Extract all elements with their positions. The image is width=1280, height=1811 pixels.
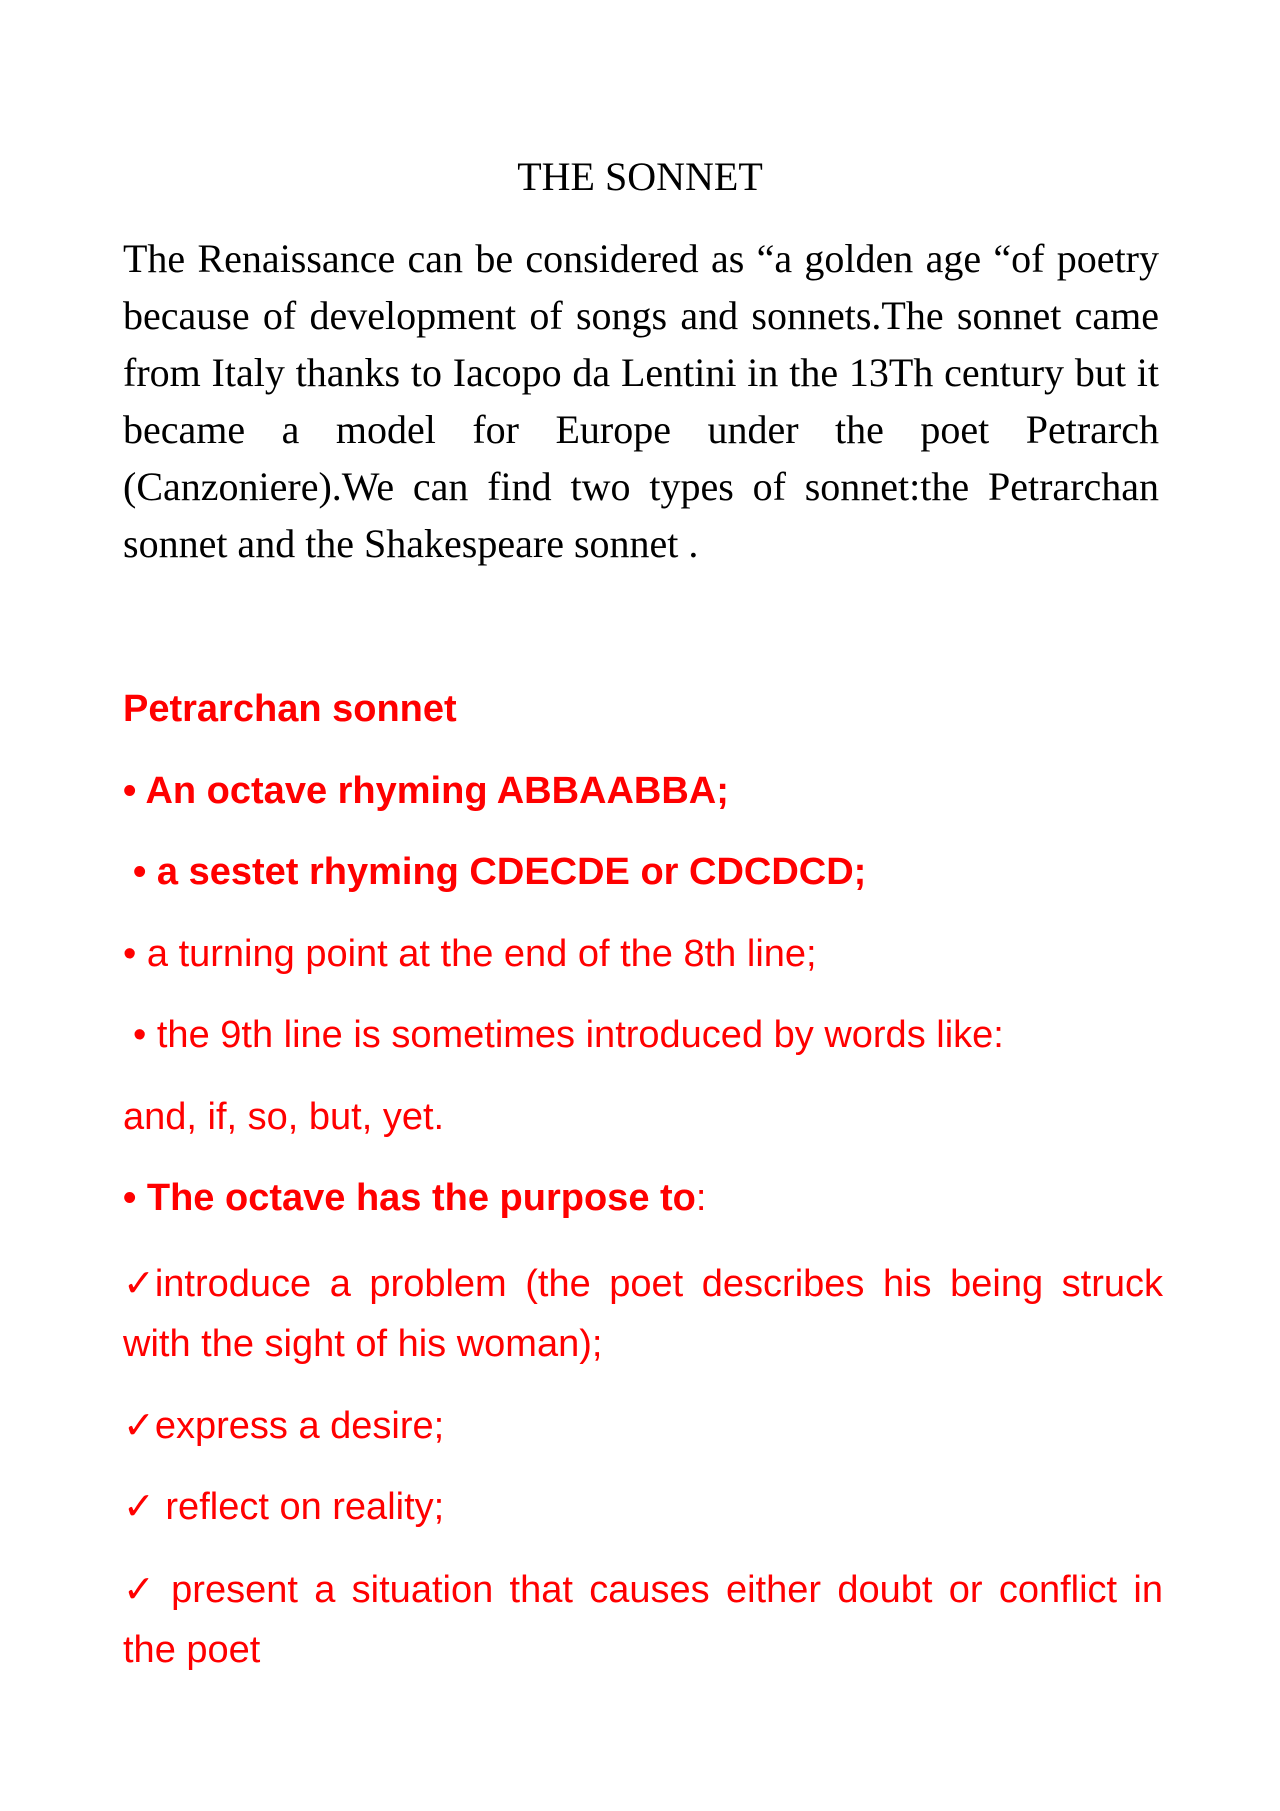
checkmark-icon: ✓ (123, 1569, 155, 1611)
checkmark-icon: ✓ (123, 1405, 155, 1447)
intro-paragraph: The Renaissance can be considered as “a golden age “of poetry because of development of songs and sonnets.The sonnet came from Italy thanks to Iacopo da Lentini in the 13Th century but it became a model for Europe under the poet Petrarch (Canzoniere).We can find two types of sonnet:the Petrarchan sonnet and the Shakespeare sonnet . (123, 236, 1159, 566)
bullet-icon: • (133, 1014, 147, 1056)
bullet-icon: • (123, 770, 137, 812)
list-item-ninth-line (133, 1012, 1173, 1058)
purpose-item-problem (123, 1254, 1163, 1374)
list-item-turning-point (123, 931, 1163, 977)
purpose-text: present a situation that causes either doubt or conflict in the poet (123, 1569, 1164, 1671)
bullet-icon: • (123, 1177, 137, 1219)
purpose-item-situation (123, 1560, 1163, 1680)
ninth-line-words: and, if, so, but, yet. (123, 1096, 445, 1138)
purpose-text: express a desire; (154, 1405, 445, 1447)
purpose-text: introduce a problem (the poet describes his being struck with the sight of his woman); (123, 1263, 1163, 1365)
checkmark-icon: ✓ (123, 1263, 155, 1305)
purpose-item-desire (123, 1403, 1163, 1449)
turning-point-text: a turning point at the end of the 8th line; (146, 933, 817, 975)
list-item-octave-rhyme (123, 768, 1163, 814)
bullet-icon: • (123, 933, 137, 975)
list-item-sestet-rhyme (133, 849, 1173, 895)
bullet-icon: • (133, 851, 147, 893)
purpose-item-reflect (123, 1484, 1163, 1530)
octave-purpose-colon: : (695, 1177, 707, 1219)
purpose-text: reflect on reality; (165, 1486, 445, 1528)
document-title: THE SONNET (517, 154, 763, 199)
list-item-octave-purpose (123, 1175, 1163, 1221)
ninth-line-text: the 9th line is sometimes introduced by words like: (156, 1014, 1004, 1056)
octave-rhyme-text: An octave rhyming ABBAABBA; (145, 770, 729, 812)
octave-purpose-label: The octave has the purpose to (146, 1177, 696, 1219)
checkmark-icon: ✓ (123, 1486, 155, 1528)
section-heading-petrarchan: Petrarchan sonnet (123, 688, 457, 730)
sestet-rhyme-text: a sestet rhyming CDECDE or CDCDCD; (156, 851, 867, 893)
